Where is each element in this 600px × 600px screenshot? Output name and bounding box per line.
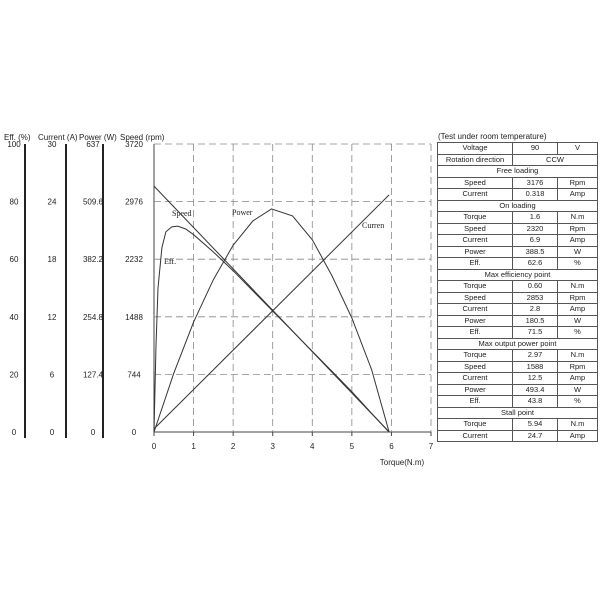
- table-cell-value: 493.4: [513, 384, 558, 396]
- table-cell-label: Voltage: [438, 143, 513, 155]
- table-cell-value: 6.9: [513, 235, 558, 247]
- x-tick-label: 2: [230, 442, 236, 451]
- table-row: [438, 361, 598, 373]
- axis-tick-label-eff: 100: [7, 140, 21, 149]
- series-label: Power: [232, 208, 253, 217]
- axis-header-power: Power (W): [79, 133, 117, 142]
- axis-tick-label-power: 254.8: [82, 312, 104, 322]
- table-title: (Test under room temperature): [438, 132, 547, 141]
- table-cell-label: Speed: [438, 223, 513, 235]
- table-cell-unit: N.m: [558, 281, 598, 293]
- table-cell-value: 0.318: [513, 189, 558, 201]
- table-cell-label: Rotation direction: [438, 154, 513, 166]
- table-cell-value: 180.5: [513, 315, 558, 327]
- axis-tick-label-power: 637: [86, 140, 100, 149]
- table-cell-label: Power: [438, 246, 513, 258]
- table-cell-label: Speed: [438, 292, 513, 304]
- table-cell-unit: %: [558, 396, 598, 408]
- axis-tick-label-power: 382.2: [82, 255, 104, 265]
- table-row: [438, 327, 598, 339]
- table-row: [438, 384, 598, 396]
- x-tick-label: 3: [270, 442, 275, 451]
- table-cell-label: Current: [438, 189, 513, 201]
- table-cell-unit: N.m: [558, 350, 598, 362]
- table-cell-unit: %: [558, 327, 598, 339]
- table-cell-value: 62.6: [513, 258, 558, 270]
- table-cell-value: 388.5: [513, 246, 558, 258]
- table-cell-unit: Amp: [558, 430, 598, 442]
- table-row: [438, 189, 598, 201]
- table-row: [438, 407, 598, 419]
- axis-tick-label-power: 0: [90, 428, 96, 437]
- table-cell-value: CCW: [513, 154, 598, 166]
- table-cell-label: Speed: [438, 177, 513, 189]
- table-row: [438, 281, 598, 293]
- axis-tick-label-current: 12: [47, 312, 57, 322]
- table-cell-value: 1.6: [513, 212, 558, 224]
- axis-tick-label-current: 0: [49, 428, 55, 437]
- axis-tick-label-speed: 744: [127, 370, 141, 380]
- axis-tick-label-power: 127.4: [82, 370, 104, 380]
- table-row: [438, 350, 598, 362]
- table-cell-label: Torque: [438, 212, 513, 224]
- table-row: [438, 396, 598, 408]
- table-cell-label: Speed: [438, 361, 513, 373]
- table-row: [438, 258, 598, 270]
- table-cell-value: 90: [513, 143, 558, 155]
- series-label: Eff.: [164, 257, 177, 266]
- table-cell-unit: Rpm: [558, 223, 598, 235]
- axis-tick-label-current: 24: [47, 197, 57, 207]
- axis-tick-label-current: 18: [47, 255, 57, 265]
- table-row: [438, 419, 598, 431]
- table-row: [438, 246, 598, 258]
- table-cell-unit: Rpm: [558, 177, 598, 189]
- series-label: Speed: [172, 209, 192, 218]
- table-cell-label: Current: [438, 304, 513, 316]
- table-cell-value: 0.60: [513, 281, 558, 293]
- table-cell-label: Current: [438, 373, 513, 385]
- axis-tick-label-speed: 2976: [125, 197, 143, 207]
- table-cell-label: Eff.: [438, 396, 513, 408]
- table-row: [438, 338, 598, 350]
- axis-tick-label-power: 509.6: [82, 197, 104, 207]
- axis-tick-label-eff: 60: [9, 255, 19, 265]
- axis-tick-label-speed: 2232: [125, 255, 143, 265]
- table-cell-value: 24.7: [513, 430, 558, 442]
- series-line-speed: [154, 186, 389, 432]
- x-tick-label: 6: [389, 442, 394, 451]
- table-cell-value: 2320: [513, 223, 558, 235]
- series-line-power: [154, 209, 389, 432]
- axis-tick-label-eff: 20: [9, 370, 19, 380]
- x-tick-label: 7: [428, 442, 434, 451]
- table-cell-label: Torque: [438, 281, 513, 293]
- axis-tick-label-eff: 0: [11, 428, 17, 437]
- table-cell-unit: Amp: [558, 373, 598, 385]
- table-row: [438, 212, 598, 224]
- table-cell-value: 71.5: [513, 327, 558, 339]
- table-row: [438, 269, 598, 281]
- table-cell-unit: N.m: [558, 419, 598, 431]
- axis-header-eff: Eff. (%): [4, 133, 31, 142]
- table-cell-value: 2.8: [513, 304, 558, 316]
- table-cell-label: Current: [438, 430, 513, 442]
- table-section-header: Stall point: [438, 407, 598, 419]
- table-cell-unit: Rpm: [558, 361, 598, 373]
- table-row: [438, 223, 598, 235]
- series-line-eff: [154, 226, 389, 432]
- table-cell-unit: V: [558, 143, 598, 155]
- table-cell-value: 5.94: [513, 419, 558, 431]
- table-row: [438, 166, 598, 178]
- table-row: [438, 143, 598, 155]
- table-section-header: On loading: [438, 200, 598, 212]
- axis-tick-label-eff: 80: [9, 197, 19, 207]
- table-row: [438, 235, 598, 247]
- axis-tick-label-speed: 3720: [125, 140, 143, 149]
- table-row: [438, 373, 598, 385]
- table-cell-unit: W: [558, 315, 598, 327]
- axis-tick-label-speed: 1488: [125, 312, 143, 322]
- table-cell-unit: Rpm: [558, 292, 598, 304]
- spec-table: [437, 142, 598, 442]
- x-axis-label: Torque(N.m): [379, 458, 425, 467]
- table-row: [438, 177, 598, 189]
- x-tick-label: 1: [191, 442, 196, 451]
- table-section-header: Free loading: [438, 166, 598, 178]
- table-cell-unit: W: [558, 246, 598, 258]
- table-cell-label: Eff.: [438, 327, 513, 339]
- table-row: [438, 304, 598, 316]
- table-cell-unit: Amp: [558, 235, 598, 247]
- table-cell-value: 12.5: [513, 373, 558, 385]
- axis-tick-label-speed: 0: [131, 428, 137, 437]
- table-row: [438, 430, 598, 442]
- table-cell-label: Torque: [438, 350, 513, 362]
- series-label: Curren: [362, 221, 385, 230]
- axis-header-speed: Speed (rpm): [120, 133, 165, 142]
- table-cell-unit: %: [558, 258, 598, 270]
- table-cell-value: 3176: [513, 177, 558, 189]
- table-cell-unit: Amp: [558, 189, 598, 201]
- axis-tick-label-eff: 40: [9, 312, 19, 322]
- table-cell-label: Current: [438, 235, 513, 247]
- table-cell-value: 2853: [513, 292, 558, 304]
- table-row: [438, 154, 598, 166]
- table-cell-value: 2.97: [513, 350, 558, 362]
- table-cell-label: Eff.: [438, 258, 513, 270]
- x-tick-label: 4: [310, 442, 315, 451]
- table-cell-unit: W: [558, 384, 598, 396]
- table-row: [438, 200, 598, 212]
- x-tick-label: 0: [151, 442, 157, 451]
- table-row: [438, 292, 598, 304]
- table-row: [438, 315, 598, 327]
- table-cell-label: Power: [438, 384, 513, 396]
- table-cell-value: 43.8: [513, 396, 558, 408]
- axis-tick-label-current: 30: [47, 140, 57, 149]
- x-tick-label: 5: [349, 442, 355, 451]
- axis-header-current: Current (A): [38, 133, 78, 142]
- table-section-header: Max efficiency point: [438, 269, 598, 281]
- table-cell-unit: N.m: [558, 212, 598, 224]
- axis-tick-label-current: 6: [49, 370, 55, 380]
- table-section-header: Max output power point: [438, 338, 598, 350]
- table-cell-unit: Amp: [558, 304, 598, 316]
- table-cell-label: Power: [438, 315, 513, 327]
- table-cell-label: Torque: [438, 419, 513, 431]
- table-cell-value: 1588: [513, 361, 558, 373]
